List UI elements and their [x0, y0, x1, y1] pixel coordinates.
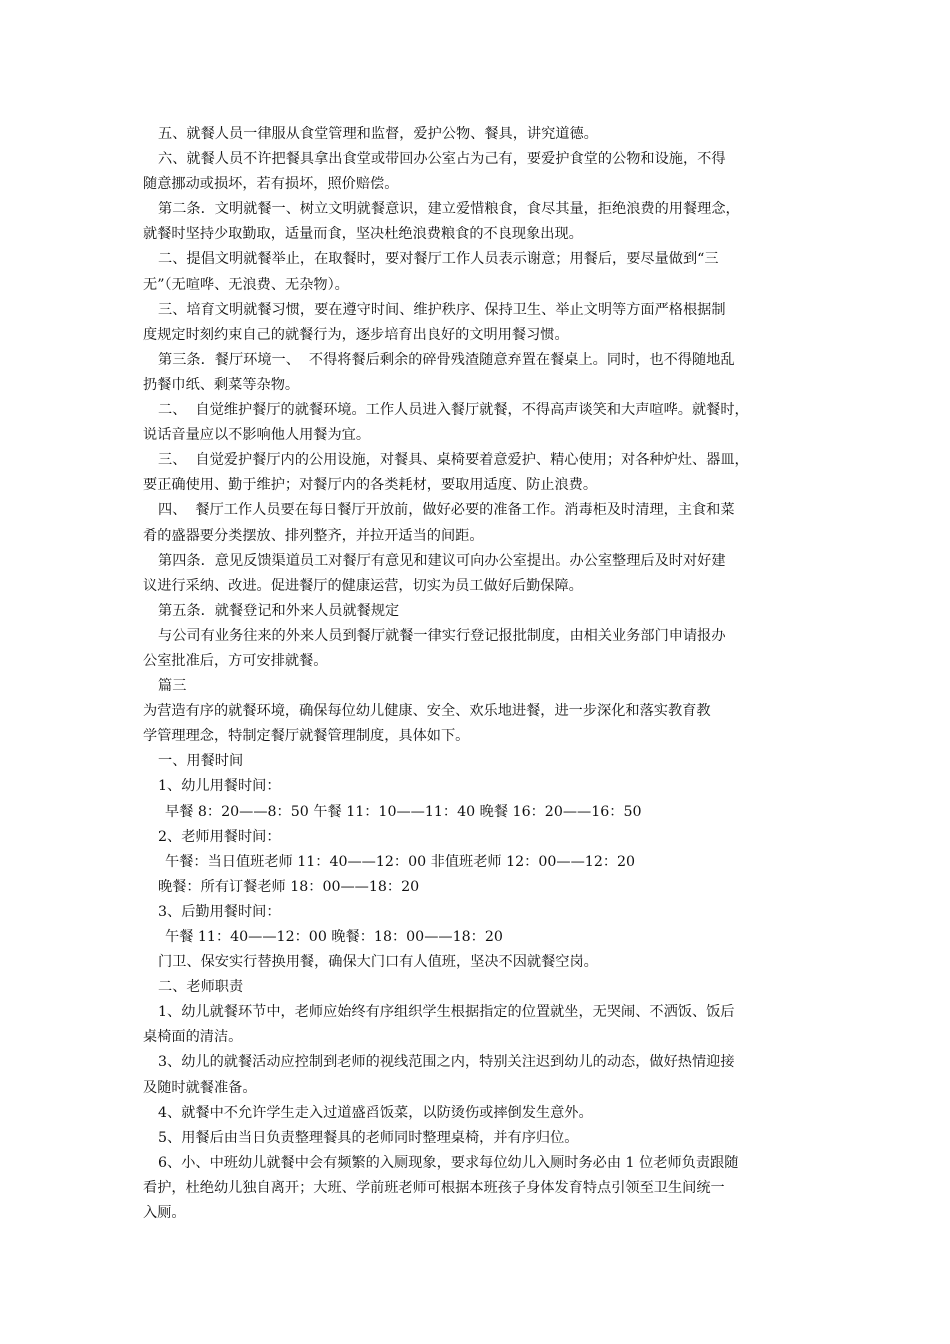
text-line: 学管理理念，特制定餐厅就餐管理制度，具体如下。 [143, 728, 470, 745]
text-line: 与公司有业务往来的外来人员到餐厅就餐一律实行登记报批制度，由相关业务部门申请报办 [158, 627, 726, 644]
text-line: 晚餐：所有订餐老师 18：00——18：20 [158, 878, 420, 895]
text-line: 6、小、中班幼儿就餐中会有频繁的入厕现象，要求每位幼儿入厕时务必由 1 位老师负责跟随 [158, 1154, 739, 1171]
text-line: 度规定时刻约束自己的就餐行为，逐步培育出良好的文明用餐习惯。 [143, 326, 569, 343]
text-line: 六、就餐人员不许把餐具拿出食堂或带回办公室占为己有，要爱护食堂的公物和设施，不得 [158, 151, 726, 168]
text-line: 第二条．文明就餐一、树立文明就餐意识，建立爱惜粮食，食尽其量，拒绝浪费的用餐理念， [158, 201, 740, 218]
text-line: 二、 自觉维护餐厅的就餐环境。工作人员进入餐厅就餐，不得高声谈笑和大声喧哗。就餐时， [158, 402, 749, 419]
text-line: 第三条．餐厅环境一、 不得将餐后剩余的碎骨残渣随意弃置在餐桌上。同时，也不得随地乱 [158, 351, 735, 368]
text-line: 扔餐巾纸、剩菜等杂物。 [143, 376, 300, 393]
text-line: 一、用餐时间 [158, 753, 244, 770]
text-line: 说话音量应以不影响他人用餐为宜。 [143, 427, 371, 444]
text-line: 午餐 11：40——12：00 晚餐：18：00——18：20 [165, 929, 503, 945]
text-line: 5、用餐后由当日负责整理餐具的老师同时整理桌椅，并有序归位。 [158, 1129, 579, 1146]
text-line: 桌椅面的清洁。 [143, 1029, 243, 1046]
text-line: 1、幼儿就餐环节中，老师应始终有序组织学生根据指定的位置就坐，无哭闹、不洒饭、饭后 [158, 1004, 735, 1021]
text-line: 为营造有序的就餐环境，确保每位幼儿健康、安全、欢乐地进餐，进一步深化和落实教育教 [143, 703, 711, 720]
text-line: 议进行采纳、改进。促进餐厅的健康运营，切实为员工做好后勤保障。 [143, 577, 583, 594]
text-line: 五、就餐人员一律服从食堂管理和监督，爱护公物、餐具，讲究道德。 [158, 126, 598, 142]
text-line: 看护，杜绝幼儿独自离开；大班、学前班老师可根据本班孩子身体发育特点引领至卫生间统一 [143, 1179, 725, 1196]
text-line: 及随时就餐准备。 [143, 1079, 257, 1096]
text-line: 三、培育文明就餐习惯，要在遵守时间、维护秩序、保持卫生、举止文明等方面严格根据制 [158, 301, 726, 318]
text-line: 午餐：当日值班老师 11：40——12：00 非值班老师 12：00——12：20 [165, 853, 636, 870]
text-line: 2、老师用餐时间： [158, 828, 281, 845]
document-body [143, 122, 815, 1226]
text-line: 篇三 [158, 678, 187, 695]
text-line: 3、后勤用餐时间： [158, 903, 281, 920]
text-line: 3、幼儿的就餐活动应控制到老师的视线范围之内，特别关注迟到幼儿的动态，做好热情迎接 [158, 1054, 735, 1071]
text-line: 二、老师职责 [158, 979, 244, 996]
text-line: 入厕。 [143, 1205, 186, 1222]
text-line: 随意挪动或损坏，若有损坏，照价赔偿。 [143, 176, 399, 193]
text-line: 4、就餐中不允许学生走入过道盛舀饭菜，以防烫伤或摔倒发生意外。 [158, 1104, 593, 1121]
text-line: 第五条．就餐登记和外来人员就餐规定 [158, 602, 400, 619]
text-line: 三、 自觉爱护餐厅内的公用设施，对餐具、桌椅要着意爱护、精心使用；对各种炉灶、器皿， [158, 452, 749, 469]
text-line: 1、幼儿用餐时间： [158, 778, 281, 795]
text-line: 无”（无喧哗、无浪费、无杂物）。 [143, 276, 349, 293]
text-line: 门卫、保安实行替换用餐，确保大门口有人值班，坚决不因就餐空岗。 [158, 954, 598, 971]
text-line: 要正确使用、勤于维护；对餐厅内的各类耗材，要取用适度、防止浪费。 [143, 477, 598, 494]
text-line: 公室批准后，方可安排就餐。 [143, 652, 328, 669]
text-line: 四、 餐厅工作人员要在每日餐厅开放前，做好必要的准备工作。消毒柜及时清理，主食和菜 [158, 502, 735, 519]
text-line: 就餐时坚持少取勤取，适量而食，坚决杜绝浪费粮食的不良现象出现。 [143, 226, 583, 243]
text-line: 第四条．意见反馈渠道员工对餐厅有意见和建议可向办公室提出。办公室整理后及时对好建 [158, 552, 726, 569]
text-line: 肴的盛器要分类摆放、排列整齐，并拉开适当的间距。 [143, 527, 484, 544]
text-line: 早餐 8：20——8：50 午餐 11：10——11：40 晚餐 16：20——16：50 [165, 803, 642, 820]
text-line: 二、提倡文明就餐举止，在取餐时，要对餐厅工作人员表示谢意；用餐后，要尽量做到“三 [158, 251, 719, 268]
